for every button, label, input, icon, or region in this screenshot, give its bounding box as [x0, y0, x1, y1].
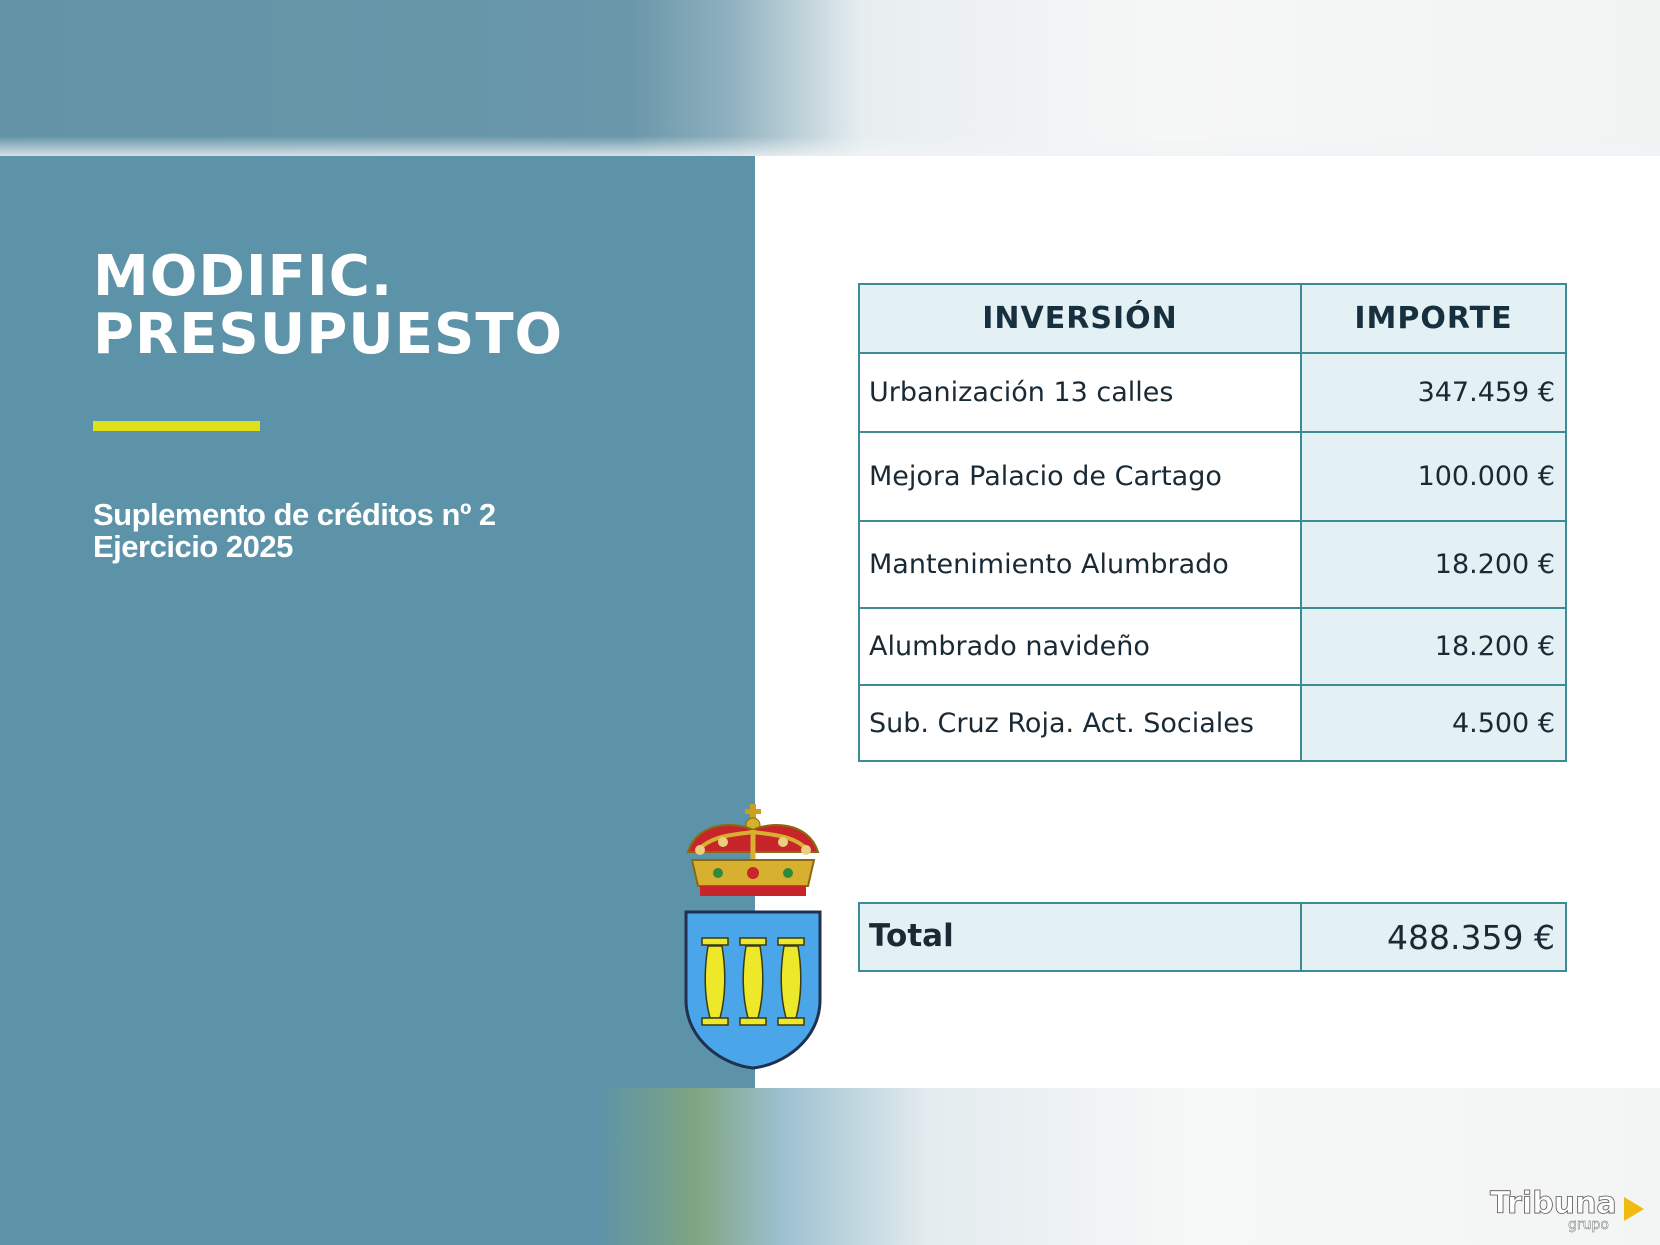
table-header-row	[859, 284, 1566, 353]
tribuna-watermark	[1488, 1185, 1648, 1235]
row-amount: 18.200 €	[1301, 521, 1566, 608]
row-concept: Alumbrado navideño	[859, 608, 1301, 685]
total-row	[859, 903, 1566, 971]
table-row	[859, 353, 1566, 432]
accent-bar	[93, 421, 260, 431]
row-amount: 18.200 €	[1301, 608, 1566, 685]
top-photo-strip	[0, 0, 1660, 156]
play-triangle-icon	[1624, 1197, 1644, 1221]
row-amount: 100.000 €	[1301, 432, 1566, 521]
row-concept: Urbanización 13 calles	[859, 353, 1301, 432]
row-amount: 4.500 €	[1301, 685, 1566, 761]
slide-title	[93, 244, 653, 367]
table-row	[859, 608, 1566, 685]
table-row	[859, 521, 1566, 608]
bottom-photo-strip	[0, 1088, 1660, 1245]
header-importe: IMPORTE	[1301, 284, 1566, 353]
table-row	[859, 685, 1566, 761]
total-amount: 488.359 €	[1301, 903, 1566, 971]
slide-subtitle	[93, 499, 613, 563]
subtitle-line-2: Ejercicio 2025	[93, 529, 293, 564]
svg-text:Tribuna: Tribuna	[1490, 1186, 1617, 1221]
header-inversion: INVERSIÓN	[859, 284, 1301, 353]
subtitle-line-1: Suplemento de créditos nº 2	[93, 497, 496, 532]
row-concept: Mejora Palacio de Cartago	[859, 432, 1301, 521]
title-line-2: PRESUPUESTO	[93, 302, 564, 367]
total-label: Total	[859, 903, 1301, 971]
investment-table	[858, 283, 1567, 762]
row-amount: 347.459 €	[1301, 353, 1566, 432]
row-concept: Mantenimiento Alumbrado	[859, 521, 1301, 608]
total-table	[858, 902, 1567, 972]
svg-text:grupo: grupo	[1568, 1217, 1609, 1233]
title-line-1: MODIFIC.	[93, 244, 394, 309]
row-concept: Sub. Cruz Roja. Act. Sociales	[859, 685, 1301, 761]
table-row	[859, 432, 1566, 521]
municipal-coat-of-arms-icon	[678, 800, 828, 1075]
